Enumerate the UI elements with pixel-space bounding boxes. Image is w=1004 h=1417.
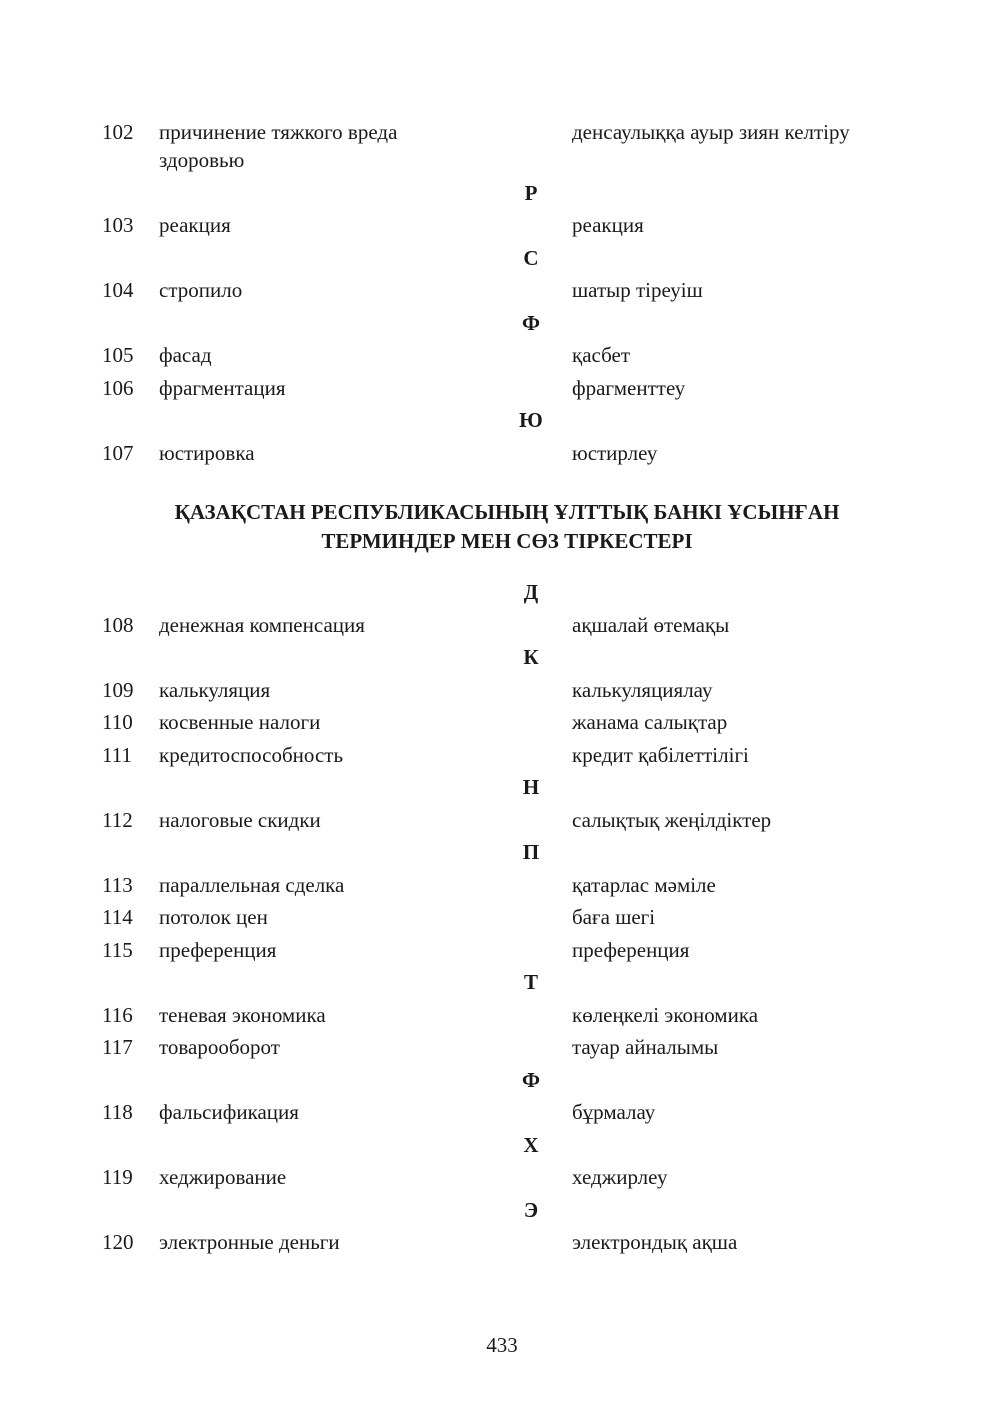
kazakh-term: шатыр тіреуіш [572, 278, 703, 302]
entry-number: 117 [102, 1035, 133, 1059]
kazakh-term: денсаулыққа ауыр зиян келтіру [572, 120, 850, 144]
alphabet-letter-heading: К [523, 645, 539, 669]
kazakh-term: калькуляциялау [572, 677, 713, 702]
glossary-entry [102, 871, 902, 899]
alphabet-letter-heading: Ф [521, 1067, 541, 1092]
alphabet-letter-heading: П [522, 840, 540, 864]
russian-term: юстировка [159, 440, 255, 465]
kazakh-term: преференция [572, 937, 690, 962]
alphabet-letter-heading: Х [523, 1132, 539, 1157]
glossary-entry [102, 341, 902, 369]
russian-term: стропило [159, 278, 243, 302]
entry-number: 112 [102, 807, 133, 832]
glossary-entry [102, 374, 902, 402]
entry-number: 120 [102, 1230, 134, 1254]
russian-term: потолок цен [159, 905, 268, 929]
kazakh-term: ақшалай өтемақы [572, 612, 730, 637]
entry-number: 106 [102, 375, 134, 400]
glossary-entry [102, 806, 902, 834]
section-heading-line: ТЕРМИНДЕР МЕН СӨЗ ТІРКЕСТЕРІ [321, 529, 693, 553]
kazakh-term: қасбет [572, 343, 631, 367]
russian-term: теневая экономика [159, 1002, 326, 1027]
entry-number: 114 [102, 905, 133, 929]
russian-term: фальсификация [159, 1100, 299, 1124]
glossary-entry [102, 741, 902, 769]
entry-number: 115 [102, 937, 133, 962]
russian-term: реакция [159, 213, 231, 237]
glossary-entry [102, 676, 902, 704]
russian-term: электронные деньги [159, 1230, 340, 1254]
alphabet-letter-heading: Ф [521, 310, 541, 335]
russian-term: хеджирование [159, 1165, 287, 1189]
russian-term: фасад [159, 343, 212, 367]
glossary-entry [102, 1098, 902, 1126]
alphabet-letter-heading: С [523, 245, 539, 270]
kazakh-term: хеджирлеу [572, 1165, 668, 1189]
kazakh-term: баға шегі [572, 905, 656, 929]
section-heading [102, 498, 902, 556]
kazakh-term: фрагменттеу [572, 375, 686, 400]
entry-number: 109 [102, 677, 134, 702]
entry-number: 103 [102, 213, 134, 237]
entry-number: 118 [102, 1100, 133, 1124]
russian-term: товарооборот [159, 1035, 280, 1059]
russian-term-line: причинение тяжкого вреда [159, 120, 398, 144]
kazakh-term: тауар айналымы [572, 1035, 719, 1059]
kazakh-term: жанама салықтар [572, 710, 728, 734]
glossary-entry [102, 1163, 902, 1191]
entry-number: 111 [102, 742, 132, 767]
kazakh-term: реакция [572, 213, 644, 237]
alphabet-letter-heading: Н [522, 775, 540, 799]
russian-term: калькуляция [159, 677, 271, 702]
russian-term: параллельная сделка [159, 872, 345, 897]
entry-number: 105 [102, 343, 134, 367]
russian-term: кредитоспособность [159, 742, 344, 767]
russian-term: налоговые скидки [159, 807, 321, 832]
kazakh-term: электрондық ақша [572, 1230, 738, 1254]
glossary-entry [102, 708, 902, 736]
russian-term: косвенные налоги [159, 710, 321, 734]
glossary-section-top [102, 118, 902, 471]
kazakh-term: қатарлас мәміле [572, 872, 716, 897]
russian-term [159, 118, 572, 174]
glossary-entry [102, 118, 902, 174]
kazakh-term: кредит қабілеттілігі [572, 742, 749, 767]
entry-number: 113 [102, 872, 133, 897]
entry-number: 119 [102, 1165, 133, 1189]
alphabet-letter-heading: Э [523, 1197, 539, 1222]
kazakh-term: юстирлеу [572, 440, 658, 465]
russian-term: фрагментация [159, 375, 286, 400]
section-heading-line: ҚАЗАҚСТАН РЕСПУБЛИКАСЫНЫҢ ҰЛТТЫҚ БАНКІ ҰСЫНҒАН [174, 500, 840, 524]
entry-number: 108 [102, 612, 134, 637]
entry-number: 110 [102, 710, 133, 734]
glossary-entry [102, 439, 902, 467]
entry-number: 102 [102, 120, 134, 144]
glossary-entry [102, 1001, 902, 1029]
glossary-entry [102, 1033, 902, 1061]
page-number: 433 [486, 1333, 518, 1357]
russian-term: преференция [159, 937, 277, 962]
russian-term-line: здоровью [159, 148, 245, 172]
glossary-entry [102, 211, 902, 239]
glossary-section-bottom [102, 578, 902, 1261]
russian-term: денежная компенсация [159, 612, 365, 637]
entry-number: 104 [102, 278, 134, 302]
glossary-entry [102, 276, 902, 304]
entry-number: 107 [102, 440, 134, 465]
glossary-entry [102, 936, 902, 964]
alphabet-letter-heading: Т [523, 970, 538, 994]
alphabet-letter-heading: Ю [519, 408, 543, 432]
glossary-entry [102, 903, 902, 931]
glossary-entry [102, 611, 902, 639]
alphabet-letter-heading: Р [524, 180, 538, 205]
kazakh-term: көлеңкелі экономика [572, 1002, 759, 1027]
entry-number: 116 [102, 1002, 133, 1027]
alphabet-letter-heading: Д [523, 580, 539, 604]
glossary-entry [102, 1228, 902, 1256]
kazakh-term: салықтық жеңілдіктер [572, 807, 772, 832]
kazakh-term: бұрмалау [572, 1100, 656, 1124]
